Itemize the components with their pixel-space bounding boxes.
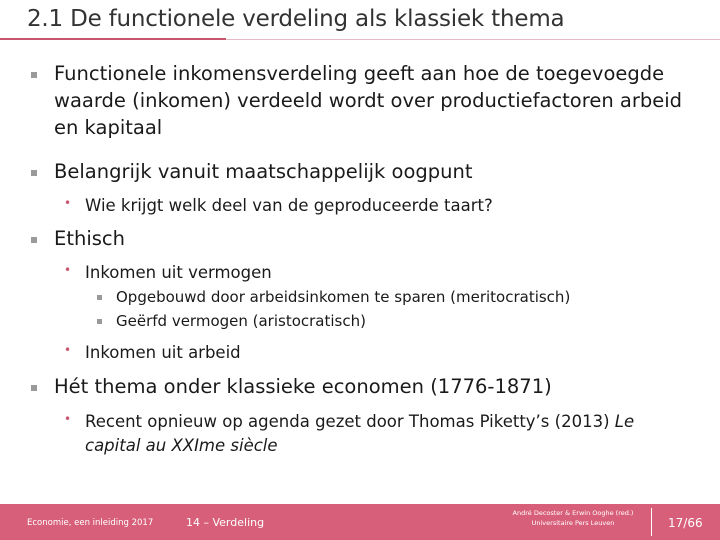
footer-separator [651, 508, 652, 536]
dot-bullet-icon: • [64, 343, 72, 357]
slide-title: 2.1 De functionele verdeling als klassiek thema [27, 6, 565, 32]
dot-bullet-icon: • [64, 263, 72, 277]
square-bullet-icon [31, 72, 37, 78]
title-underline [0, 38, 226, 40]
bullet-level1: Ethisch [54, 227, 125, 250]
square-bullet-icon [97, 295, 102, 300]
footer-authors: André Decoster & Erwin Ooghe (red.) [512, 509, 634, 517]
bullet-level2 [85, 410, 685, 458]
book-title: Le capital au XXIme siècle [85, 412, 635, 455]
footer-publisher: Universitaire Pers Leuven [531, 519, 615, 527]
bullet-level1: Functionele inkomensverdeling geeft aan hoe de toegevoegde waarde (inkomen) verdeeld wordt over productiefactoren arbeid en kapitaal [54, 62, 683, 139]
footer-bar [0, 504, 720, 540]
page-number: 17/66 [668, 516, 703, 530]
footer-credits [500, 508, 646, 528]
footer-chapter: 14 – Verdeling [186, 516, 265, 529]
dot-bullet-icon: • [64, 412, 72, 426]
dot-bullet-icon: • [64, 196, 72, 210]
bullet-level2: Inkomen uit vermogen [85, 263, 272, 282]
bullet-level3: Opgebouwd door arbeidsinkomen te sparen (meritocratisch) [116, 288, 571, 306]
bullet-level1: Belangrijk vanuit maatschappelijk oogpunt [54, 160, 473, 183]
bullet-text: Recent opnieuw op agenda gezet door Thomas Piketty’s (2013) [85, 412, 615, 431]
bullet-level1: Hét thema onder klassieke economen (1776-1871) [54, 375, 552, 398]
bullet-level2: Inkomen uit arbeid [85, 343, 241, 362]
title-underline-thin [226, 39, 720, 40]
square-bullet-icon [31, 385, 37, 391]
square-bullet-icon [31, 237, 37, 243]
footer-book: Economie, een inleiding 2017 [27, 518, 154, 528]
square-bullet-icon [97, 319, 102, 324]
bullet-level3: Geërfd vermogen (aristocratisch) [116, 312, 366, 330]
square-bullet-icon [31, 170, 37, 176]
bullet-level2: Wie krijgt welk deel van de geproduceerde taart? [85, 196, 493, 215]
